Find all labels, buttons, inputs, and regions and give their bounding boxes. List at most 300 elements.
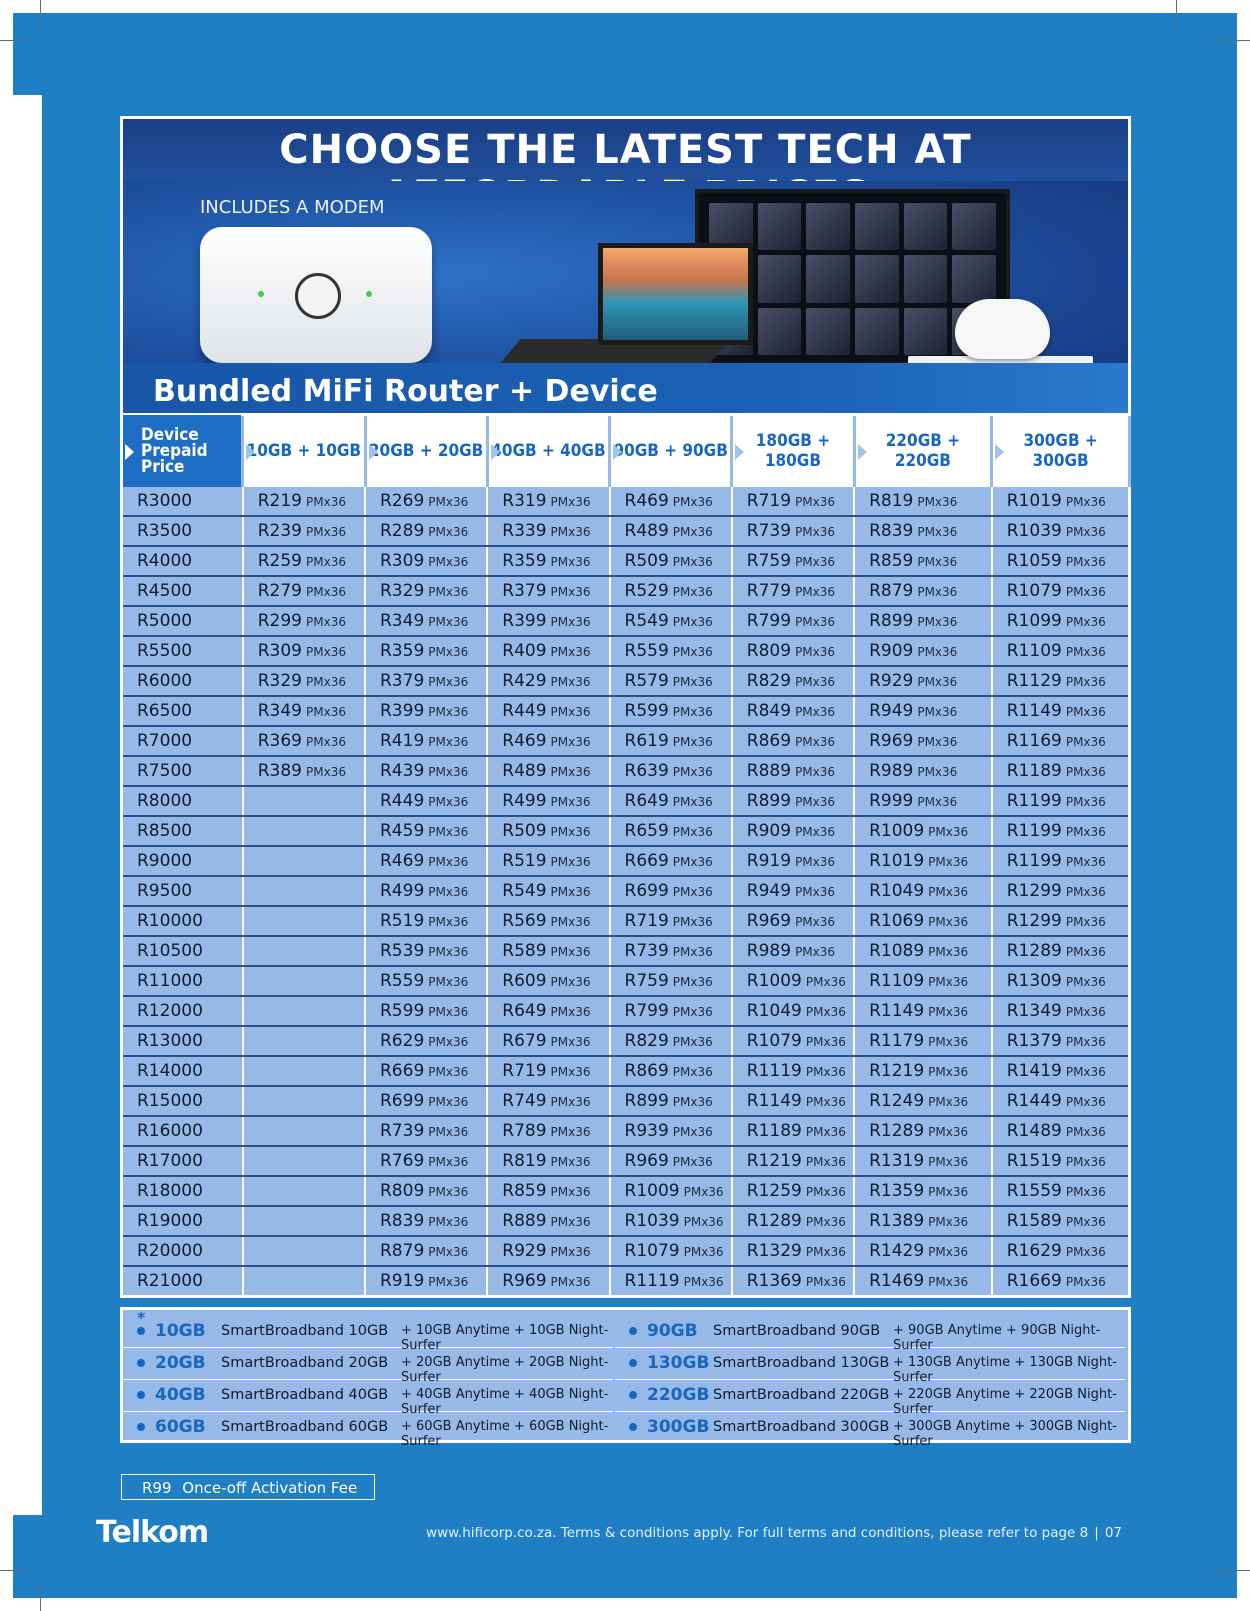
monthly-price: R309 bbox=[380, 551, 425, 571]
contract-term: PMx36 bbox=[795, 495, 836, 509]
monthly-price-cell bbox=[992, 1116, 1130, 1146]
monthly-price: R699 bbox=[380, 1091, 425, 1111]
monthly-price-cell bbox=[243, 606, 365, 636]
contract-term: PMx36 bbox=[1065, 1215, 1106, 1229]
monthly-price-cell bbox=[610, 1206, 732, 1236]
contract-term: PMx36 bbox=[306, 645, 346, 659]
contract-term: PMx36 bbox=[795, 735, 836, 749]
monthly-price: R549 bbox=[502, 881, 547, 901]
monthly-price-cell bbox=[243, 516, 365, 546]
contract-term: PMx36 bbox=[672, 945, 713, 959]
monthly-price-cell bbox=[243, 816, 365, 846]
monthly-price-cell bbox=[610, 906, 732, 936]
legend-bundle-extra: + 130GB Anytime + 130GB Night-Surfer bbox=[893, 1355, 1117, 1385]
contract-term: PMx36 bbox=[306, 615, 346, 629]
router-led-icon bbox=[258, 291, 264, 297]
monthly-price: R669 bbox=[624, 851, 669, 871]
legend-data-size: 60GB bbox=[155, 1417, 206, 1437]
contract-term: PMx36 bbox=[795, 825, 836, 839]
monthly-price: R419 bbox=[380, 731, 425, 751]
monthly-price: R789 bbox=[502, 1121, 547, 1141]
contract-term: PMx36 bbox=[805, 1005, 846, 1019]
monthly-price: R1449 bbox=[1006, 1091, 1062, 1111]
monthly-price: R659 bbox=[624, 821, 669, 841]
hero-subtitle: Bundled MiFi Router + Device bbox=[153, 374, 658, 409]
monthly-price: R539 bbox=[380, 941, 425, 961]
monthly-price-cell bbox=[365, 516, 487, 546]
monthly-price: R899 bbox=[624, 1091, 669, 1111]
monthly-price: R379 bbox=[502, 581, 547, 601]
legend-column-right bbox=[615, 1316, 1125, 1449]
monthly-price: R1129 bbox=[1006, 671, 1062, 691]
contract-term: PMx36 bbox=[683, 1185, 724, 1199]
contract-term: PMx36 bbox=[306, 555, 346, 569]
contract-term: PMx36 bbox=[550, 555, 591, 569]
monthly-price-cell bbox=[854, 1146, 992, 1176]
contract-term: PMx36 bbox=[795, 765, 836, 779]
monthly-price: R1419 bbox=[1006, 1061, 1062, 1081]
monthly-price: R899 bbox=[869, 611, 914, 631]
monthly-price-cell bbox=[487, 1176, 609, 1206]
contract-term: PMx36 bbox=[683, 1215, 724, 1229]
legend-bundle-name: SmartBroadband 220GB bbox=[713, 1387, 890, 1403]
column-header-label: 10GB + 10GB bbox=[246, 441, 362, 461]
device-price-cell bbox=[122, 546, 243, 576]
monthly-price-cell bbox=[243, 876, 365, 906]
contract-term: PMx36 bbox=[805, 975, 846, 989]
device-price-cell bbox=[122, 726, 243, 756]
contract-term: PMx36 bbox=[550, 1035, 591, 1049]
monthly-price-cell bbox=[992, 966, 1130, 996]
table-row bbox=[122, 996, 1130, 1026]
device-price-cell bbox=[122, 1056, 243, 1086]
monthly-price: R279 bbox=[257, 581, 302, 601]
monthly-price: R1119 bbox=[746, 1061, 802, 1081]
device-price-cell bbox=[122, 666, 243, 696]
monthly-price-cell bbox=[854, 816, 992, 846]
footnote-star: * bbox=[137, 1308, 146, 1327]
contract-term: PMx36 bbox=[550, 1245, 591, 1259]
contract-term: PMx36 bbox=[550, 1215, 591, 1229]
monthly-price: R259 bbox=[257, 551, 302, 571]
monthly-price-cell bbox=[365, 546, 487, 576]
contract-term: PMx36 bbox=[428, 705, 469, 719]
contract-term: PMx36 bbox=[805, 1245, 846, 1259]
monthly-price-cell bbox=[610, 1146, 732, 1176]
legend-data-size: 300GB bbox=[647, 1417, 710, 1437]
contract-term: PMx36 bbox=[1065, 1185, 1106, 1199]
contract-term: PMx36 bbox=[672, 615, 713, 629]
monthly-price: R329 bbox=[257, 671, 302, 691]
monthly-price-cell bbox=[610, 516, 732, 546]
monthly-price-cell bbox=[992, 696, 1130, 726]
monthly-price-cell bbox=[992, 666, 1130, 696]
monthly-price-cell bbox=[610, 846, 732, 876]
monthly-price-cell bbox=[732, 876, 854, 906]
monthly-price: R269 bbox=[380, 491, 425, 511]
monthly-price: R1009 bbox=[746, 971, 802, 991]
contract-term: PMx36 bbox=[428, 1065, 469, 1079]
contract-term: PMx36 bbox=[795, 585, 836, 599]
monthly-price: R519 bbox=[502, 851, 547, 871]
monthly-price-cell bbox=[365, 846, 487, 876]
contract-term: PMx36 bbox=[1065, 1125, 1106, 1139]
table-row bbox=[122, 756, 1130, 786]
bundle-legend bbox=[120, 1307, 1131, 1449]
monthly-price-cell bbox=[243, 996, 365, 1026]
fee-amount: R99 bbox=[142, 1479, 172, 1497]
contract-term: PMx36 bbox=[1065, 885, 1106, 899]
contract-term: PMx36 bbox=[672, 975, 713, 989]
monthly-price-cell bbox=[365, 996, 487, 1026]
device-price: R17000 bbox=[137, 1151, 203, 1171]
contract-term: PMx36 bbox=[550, 705, 591, 719]
device-price: R7500 bbox=[137, 761, 193, 781]
monthly-price: R649 bbox=[624, 791, 669, 811]
device-price-header bbox=[122, 414, 243, 488]
contract-term: PMx36 bbox=[1065, 1035, 1106, 1049]
monthly-price-cell bbox=[243, 936, 365, 966]
contract-term: PMx36 bbox=[550, 765, 591, 779]
modem-label: INCLUDES A MODEM bbox=[200, 197, 385, 218]
monthly-price-cell bbox=[732, 1266, 854, 1297]
monthly-price-cell bbox=[243, 1086, 365, 1116]
table-row bbox=[122, 636, 1130, 666]
monthly-price: R399 bbox=[380, 701, 425, 721]
monthly-price-cell bbox=[732, 846, 854, 876]
legend-bundle-extra: + 10GB Anytime + 10GB Night-Surfer bbox=[401, 1323, 609, 1353]
monthly-price-cell bbox=[732, 906, 854, 936]
contract-term: PMx36 bbox=[1065, 735, 1106, 749]
monthly-price-cell bbox=[992, 876, 1130, 906]
contract-term: PMx36 bbox=[917, 735, 958, 749]
footer-terms: www.hificorp.co.za. Terms & conditions apply. For full terms and conditions, please refer to page 8 bbox=[426, 1525, 1089, 1541]
contract-term: PMx36 bbox=[928, 1035, 969, 1049]
table-row bbox=[122, 606, 1130, 636]
contract-term: PMx36 bbox=[795, 795, 836, 809]
monthly-price: R449 bbox=[502, 701, 547, 721]
contract-term: PMx36 bbox=[672, 705, 713, 719]
monthly-price: R1079 bbox=[746, 1031, 802, 1051]
monthly-price-cell bbox=[243, 1116, 365, 1146]
monthly-price-cell bbox=[732, 726, 854, 756]
legend-column-left bbox=[123, 1316, 613, 1449]
monthly-price: R1009 bbox=[624, 1181, 680, 1201]
table-row bbox=[122, 1266, 1130, 1297]
contract-term: PMx36 bbox=[672, 555, 713, 569]
monthly-price-cell bbox=[487, 996, 609, 1026]
monthly-price-cell bbox=[487, 966, 609, 996]
contract-term: PMx36 bbox=[306, 585, 346, 599]
contract-term: PMx36 bbox=[928, 1215, 969, 1229]
laptop-image bbox=[598, 243, 753, 345]
monthly-price-cell bbox=[854, 576, 992, 606]
legend-bundle-extra: + 220GB Anytime + 220GB Night-Surfer bbox=[893, 1387, 1117, 1417]
monthly-price: R879 bbox=[380, 1241, 425, 1261]
monthly-price-cell bbox=[243, 966, 365, 996]
contract-term: PMx36 bbox=[928, 1185, 969, 1199]
contract-term: PMx36 bbox=[805, 1065, 846, 1079]
device-price: R7000 bbox=[137, 731, 193, 751]
legend-data-size: 10GB bbox=[155, 1321, 206, 1341]
contract-term: PMx36 bbox=[795, 855, 836, 869]
contract-term: PMx36 bbox=[928, 885, 969, 899]
monthly-price: R1109 bbox=[869, 971, 925, 991]
monthly-price: R889 bbox=[746, 761, 792, 781]
bullet-icon bbox=[629, 1391, 637, 1399]
monthly-price: R1189 bbox=[746, 1121, 802, 1141]
contract-term: PMx36 bbox=[795, 555, 836, 569]
device-price: R4500 bbox=[137, 581, 193, 601]
monthly-price: R219 bbox=[257, 491, 302, 511]
price-table bbox=[120, 412, 1131, 1298]
monthly-price-cell bbox=[610, 726, 732, 756]
table-row bbox=[122, 906, 1130, 936]
monthly-price: R579 bbox=[624, 671, 669, 691]
monthly-price: R1319 bbox=[869, 1151, 925, 1171]
monthly-price-cell bbox=[243, 846, 365, 876]
device-price-cell bbox=[122, 606, 243, 636]
monthly-price-cell bbox=[992, 1056, 1130, 1086]
device-price-cell bbox=[122, 1116, 243, 1146]
monthly-price: R319 bbox=[502, 491, 547, 511]
device-price: R14000 bbox=[137, 1061, 203, 1081]
contract-term: PMx36 bbox=[672, 855, 713, 869]
contract-term: PMx36 bbox=[805, 1125, 846, 1139]
monthly-price-cell bbox=[487, 546, 609, 576]
table-row bbox=[122, 876, 1130, 906]
router-power-icon bbox=[295, 273, 341, 319]
monthly-price: R619 bbox=[624, 731, 669, 751]
monthly-price: R719 bbox=[746, 491, 792, 511]
table-row bbox=[122, 1176, 1130, 1206]
monthly-price-cell bbox=[365, 666, 487, 696]
monthly-price: R989 bbox=[869, 761, 914, 781]
contract-term: PMx36 bbox=[306, 765, 346, 779]
footer-separator: | bbox=[1094, 1525, 1099, 1541]
column-header-label: 90GB + 90GB bbox=[613, 441, 728, 461]
monthly-price-cell bbox=[732, 1146, 854, 1176]
table-row bbox=[122, 546, 1130, 576]
monthly-price: R1019 bbox=[869, 851, 925, 871]
monthly-price-cell bbox=[487, 936, 609, 966]
table-row bbox=[122, 1146, 1130, 1176]
monthly-price-cell bbox=[365, 487, 487, 516]
monthly-price: R839 bbox=[869, 521, 914, 541]
monthly-price-cell bbox=[243, 1146, 365, 1176]
monthly-price: R809 bbox=[380, 1181, 425, 1201]
contract-term: PMx36 bbox=[917, 675, 958, 689]
monthly-price: R769 bbox=[380, 1151, 425, 1171]
monthly-price-cell bbox=[243, 696, 365, 726]
crop-mark bbox=[1212, 1570, 1250, 1571]
monthly-price: R1289 bbox=[869, 1121, 925, 1141]
device-price-cell bbox=[122, 1206, 243, 1236]
monthly-price: R969 bbox=[624, 1151, 669, 1171]
contract-term: PMx36 bbox=[428, 1185, 469, 1199]
device-price-cell bbox=[122, 1176, 243, 1206]
monthly-price: R1039 bbox=[1006, 521, 1062, 541]
monthly-price: R719 bbox=[502, 1061, 547, 1081]
monthly-price: R1469 bbox=[869, 1271, 925, 1291]
monthly-price: R289 bbox=[380, 521, 425, 541]
contract-term: PMx36 bbox=[795, 525, 836, 539]
legend-bundle-name: SmartBroadband 10GB bbox=[221, 1323, 389, 1339]
contract-term: PMx36 bbox=[795, 945, 836, 959]
game-controller-image bbox=[955, 299, 1050, 359]
table-row bbox=[122, 726, 1130, 756]
column-header bbox=[610, 414, 732, 488]
contract-term: PMx36 bbox=[428, 1215, 469, 1229]
monthly-price: R1669 bbox=[1006, 1271, 1062, 1291]
monthly-price: R749 bbox=[502, 1091, 547, 1111]
monthly-price: R949 bbox=[869, 701, 914, 721]
monthly-price-cell bbox=[365, 576, 487, 606]
device-price: R19000 bbox=[137, 1211, 203, 1231]
legend-data-size: 130GB bbox=[647, 1353, 710, 1373]
monthly-price-cell bbox=[365, 1266, 487, 1297]
device-price: R8500 bbox=[137, 821, 193, 841]
monthly-price: R309 bbox=[257, 641, 302, 661]
monthly-price-cell bbox=[854, 636, 992, 666]
monthly-price-cell bbox=[610, 487, 732, 516]
contract-term: PMx36 bbox=[672, 495, 713, 509]
table-row bbox=[122, 1026, 1130, 1056]
column-header bbox=[487, 414, 609, 488]
monthly-price: R1489 bbox=[1006, 1121, 1062, 1141]
monthly-price-cell bbox=[992, 487, 1130, 516]
contract-term: PMx36 bbox=[550, 495, 591, 509]
contract-term: PMx36 bbox=[550, 885, 591, 899]
contract-term: PMx36 bbox=[672, 825, 713, 839]
monthly-price-cell bbox=[992, 1146, 1130, 1176]
monthly-price-cell bbox=[365, 1026, 487, 1056]
monthly-price-cell bbox=[365, 726, 487, 756]
device-price: R5500 bbox=[137, 641, 193, 661]
monthly-price: R1119 bbox=[624, 1271, 680, 1291]
contract-term: PMx36 bbox=[917, 615, 958, 629]
contract-term: PMx36 bbox=[795, 645, 836, 659]
contract-term: PMx36 bbox=[550, 585, 591, 599]
monthly-price: R439 bbox=[380, 761, 425, 781]
monthly-price-cell bbox=[487, 696, 609, 726]
contract-term: PMx36 bbox=[428, 1125, 469, 1139]
bullet-icon bbox=[137, 1423, 145, 1431]
contract-term: PMx36 bbox=[1065, 525, 1106, 539]
monthly-price: R1389 bbox=[869, 1211, 925, 1231]
table-row bbox=[122, 816, 1130, 846]
monthly-price: R739 bbox=[380, 1121, 425, 1141]
monthly-price-cell bbox=[487, 816, 609, 846]
monthly-price: R529 bbox=[624, 581, 669, 601]
monthly-price: R459 bbox=[380, 821, 425, 841]
monthly-price-cell bbox=[487, 1116, 609, 1146]
legend-bundle-extra: + 60GB Anytime + 60GB Night-Surfer bbox=[401, 1419, 609, 1449]
monthly-price-cell bbox=[854, 966, 992, 996]
legend-item bbox=[615, 1380, 1125, 1417]
monthly-price-cell bbox=[243, 1206, 365, 1236]
contract-term: PMx36 bbox=[428, 1095, 469, 1109]
contract-term: PMx36 bbox=[1065, 795, 1106, 809]
contract-term: PMx36 bbox=[1065, 1065, 1106, 1079]
contract-term: PMx36 bbox=[928, 915, 969, 929]
monthly-price: R559 bbox=[624, 641, 669, 661]
bullet-icon bbox=[629, 1423, 637, 1431]
monthly-price-cell bbox=[732, 816, 854, 846]
contract-term: PMx36 bbox=[306, 705, 346, 719]
monthly-price-cell bbox=[854, 487, 992, 516]
contract-term: PMx36 bbox=[928, 1005, 969, 1019]
monthly-price-cell bbox=[610, 756, 732, 786]
monthly-price-cell bbox=[365, 1056, 487, 1086]
router-led-icon bbox=[366, 291, 372, 297]
monthly-price-cell bbox=[854, 786, 992, 816]
contract-term: PMx36 bbox=[428, 735, 469, 749]
column-header bbox=[992, 414, 1130, 488]
monthly-price-cell bbox=[732, 1116, 854, 1146]
contract-term: PMx36 bbox=[550, 1125, 591, 1139]
contract-term: PMx36 bbox=[428, 975, 469, 989]
monthly-price-cell bbox=[732, 1026, 854, 1056]
monthly-price-cell bbox=[610, 966, 732, 996]
monthly-price: R809 bbox=[746, 641, 792, 661]
contract-term: PMx36 bbox=[1065, 975, 1106, 989]
monthly-price: R1009 bbox=[869, 821, 925, 841]
device-price: R15000 bbox=[137, 1091, 203, 1111]
bullet-icon bbox=[137, 1359, 145, 1367]
monthly-price: R869 bbox=[624, 1061, 669, 1081]
monthly-price-cell bbox=[992, 606, 1130, 636]
monthly-price-cell bbox=[610, 1086, 732, 1116]
contract-term: PMx36 bbox=[672, 645, 713, 659]
contract-term: PMx36 bbox=[805, 1185, 846, 1199]
column-header-label: 40GB + 40GB bbox=[491, 441, 606, 461]
monthly-price-cell bbox=[610, 876, 732, 906]
monthly-price-cell bbox=[992, 516, 1130, 546]
monthly-price: R919 bbox=[380, 1271, 425, 1291]
contract-term: PMx36 bbox=[795, 615, 836, 629]
contract-term: PMx36 bbox=[672, 765, 713, 779]
contract-term: PMx36 bbox=[672, 1005, 713, 1019]
contract-term: PMx36 bbox=[550, 1005, 591, 1019]
monthly-price: R349 bbox=[257, 701, 302, 721]
monthly-price-cell bbox=[365, 816, 487, 846]
legend-item bbox=[123, 1412, 613, 1449]
monthly-price-cell bbox=[243, 487, 365, 516]
monthly-price-cell bbox=[487, 846, 609, 876]
monthly-price-cell bbox=[365, 756, 487, 786]
contract-term: PMx36 bbox=[928, 975, 969, 989]
monthly-price: R349 bbox=[380, 611, 425, 631]
monthly-price: R469 bbox=[380, 851, 425, 871]
monthly-price-cell bbox=[610, 996, 732, 1026]
monthly-price-cell bbox=[854, 726, 992, 756]
contract-term: PMx36 bbox=[550, 1095, 591, 1109]
monthly-price: R909 bbox=[869, 641, 914, 661]
device-price: R3000 bbox=[137, 491, 193, 511]
monthly-price: R799 bbox=[624, 1001, 669, 1021]
monthly-price: R499 bbox=[502, 791, 547, 811]
monthly-price-cell bbox=[732, 516, 854, 546]
monthly-price: R969 bbox=[502, 1271, 547, 1291]
monthly-price: R509 bbox=[502, 821, 547, 841]
monthly-price-cell bbox=[487, 1026, 609, 1056]
legend-bundle-name: SmartBroadband 40GB bbox=[221, 1387, 389, 1403]
legend-bundle-name: SmartBroadband 90GB bbox=[713, 1323, 881, 1339]
triangle-icon bbox=[369, 444, 378, 460]
column-header bbox=[854, 414, 992, 488]
monthly-price-cell bbox=[732, 696, 854, 726]
